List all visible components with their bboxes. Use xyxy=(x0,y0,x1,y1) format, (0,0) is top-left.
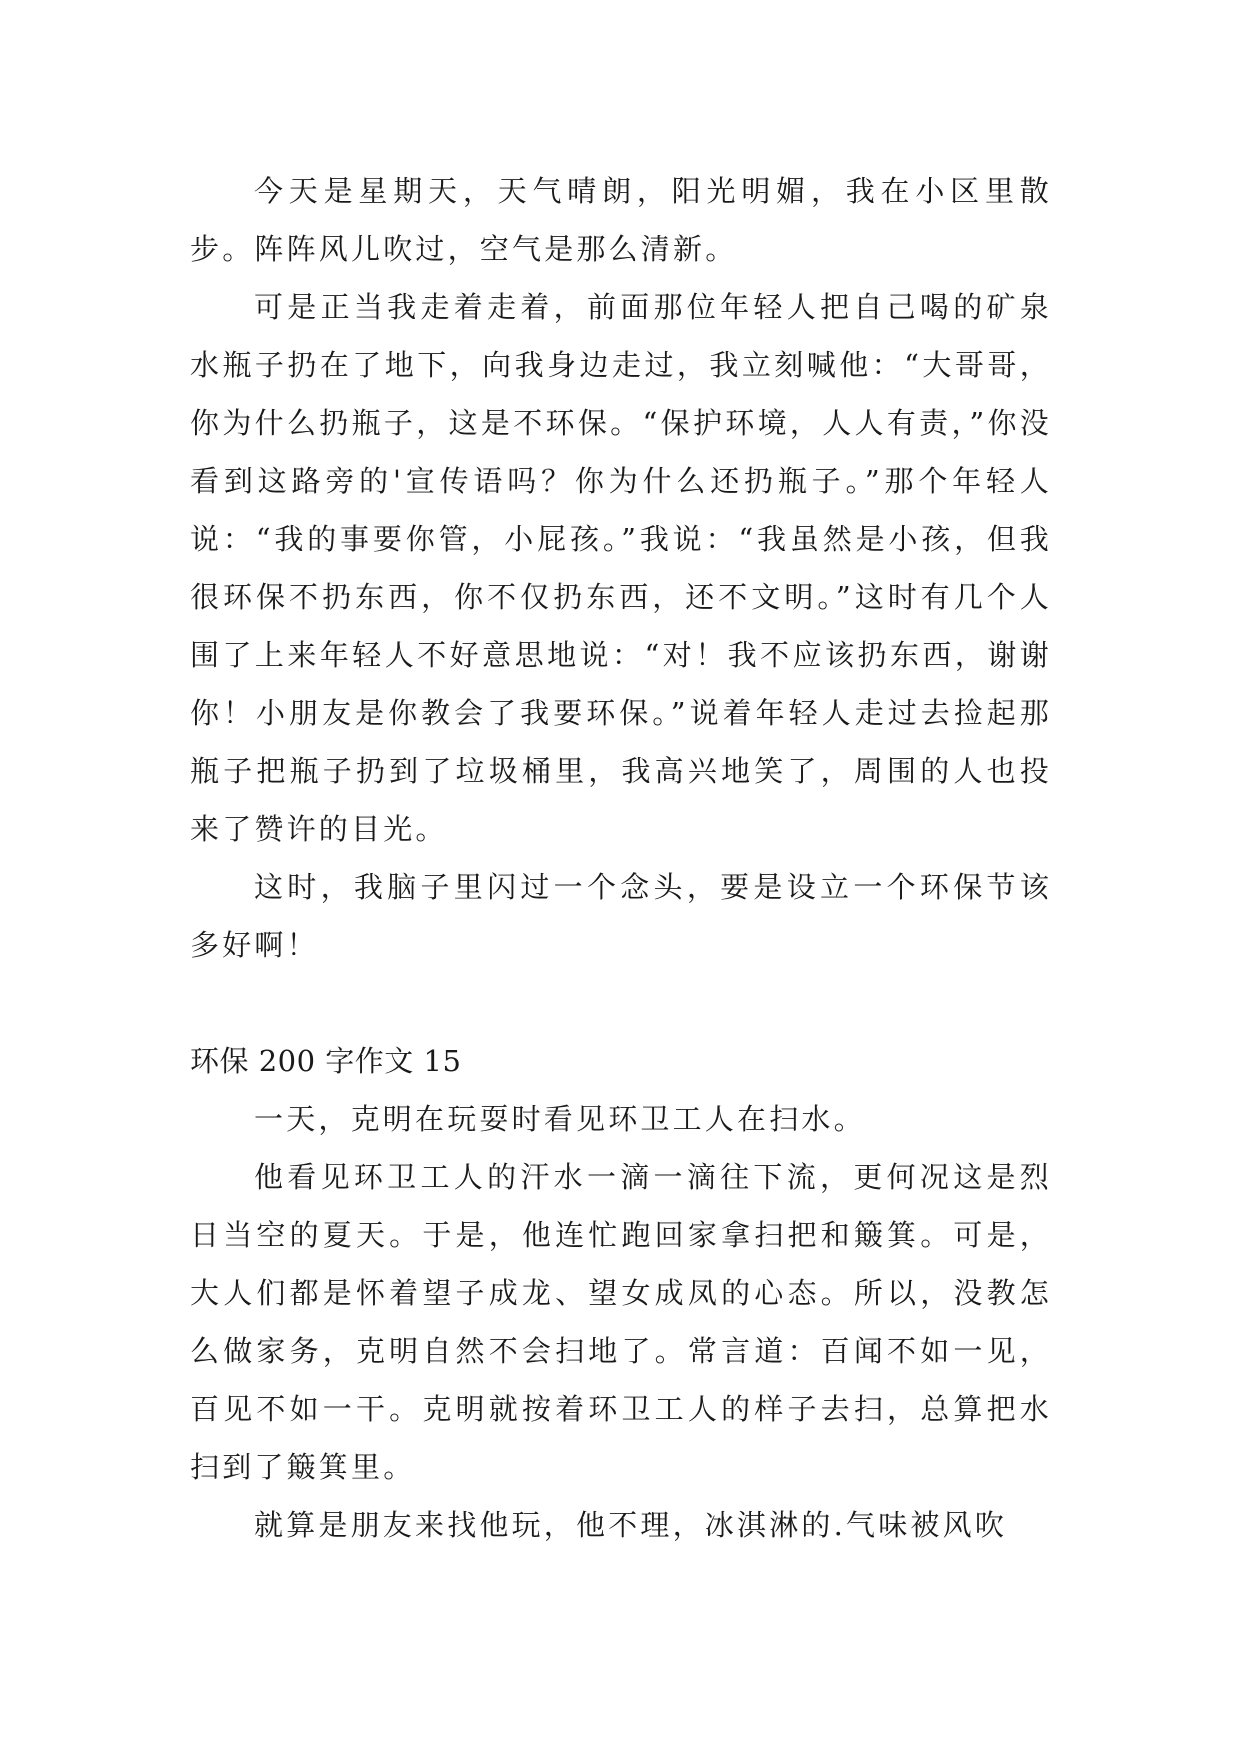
paragraph: 一天，克明在玩耍时看见环卫工人在扫水。 xyxy=(254,1102,866,1136)
document-body xyxy=(190,162,1052,1554)
paragraph: 今天是星期天，天气晴朗，阳光明媚，我在小区里散步。阵阵风儿吹过，空气是那么清新。 xyxy=(190,174,1052,266)
section-heading: 环保 200 字作文 15 xyxy=(190,1044,462,1078)
paragraph: 可是正当我走着走着，前面那位年轻人把自己喝的矿泉水瓶子扔在了地下，向我身边走过，我立刻喊他：“大哥哥，你为什么扔瓶子，这是不环保。“保护环境，人人有责，”你没看到这路旁的'宣传语吗？你为什么还扔瓶子。”那个年轻人说：“我的事要你管，小屁孩。”我说：“我虽然是小孩，但我很环保不扔东西，你不仅扔东西，还不文明。”这时有几个人围了上来年轻人不好意思地说：“对！我不应该扔东西，谢谢你！小朋友是你教会了我要环保。”说着年轻人走过去捡起那瓶子把瓶子扔到了垃圾桶里，我高兴地笑了，周围的人也投来了赞许的目光。 xyxy=(190,290,1053,846)
paragraph: 他看见环卫工人的汗水一滴一滴往下流，更何况这是烈日当空的夏天。于是，他连忙跑回家拿扫把和簸箕。可是，大人们都是怀着望子成龙、望女成凤的心态。所以，没教怎么做家务，克明自然不会扫地了。常言道：百闻不如一见，百见不如一干。克明就按着环卫工人的样子去扫，总算把水扫到了簸箕里。 xyxy=(190,1160,1052,1484)
paragraph: 这时，我脑子里闪过一个念头，要是设立一个环保节该多好啊！ xyxy=(190,870,1052,962)
section-spacer xyxy=(190,974,1052,1032)
paragraph: 就算是朋友来找他玩，他不理，冰淇淋的.气味被风吹 xyxy=(254,1508,1008,1542)
